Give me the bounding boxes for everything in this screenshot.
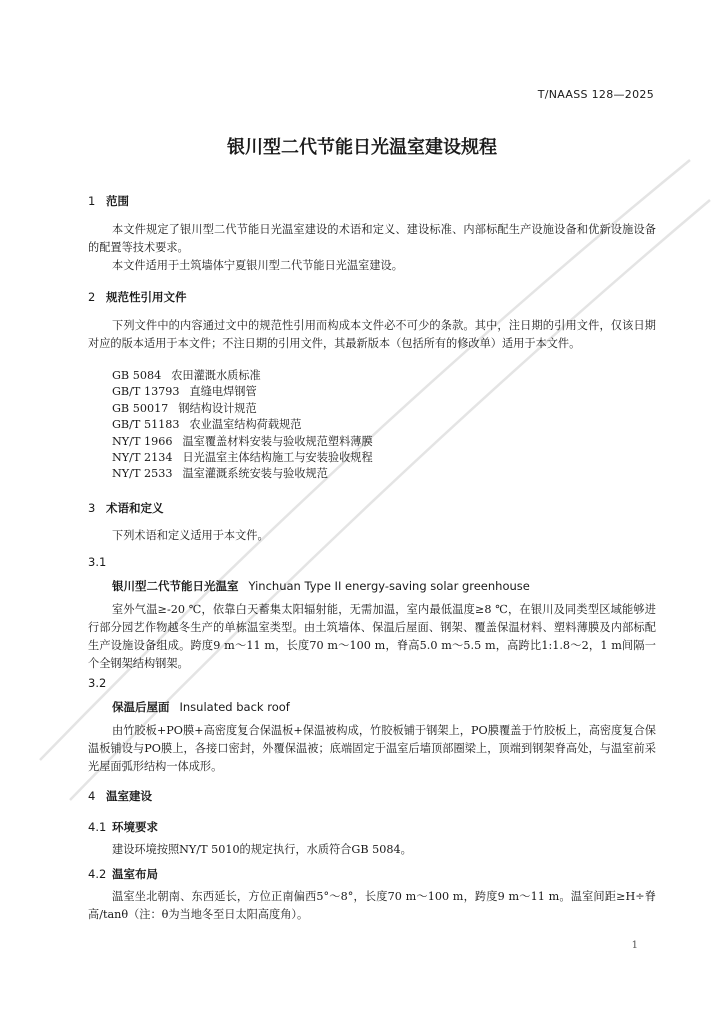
reference-item: NY/T 1966 温室覆盖材料安装与验收规范塑料薄膜 <box>112 434 373 448</box>
subsection-heading-environment <box>88 819 158 835</box>
section-number: 1 <box>88 194 96 208</box>
reference-item: GB 5084 农田灌溉水质标准 <box>112 369 261 382</box>
subsection-heading-layout <box>88 866 158 882</box>
term-zh: 银川型二代节能日光温室 <box>112 579 239 593</box>
term-title <box>112 699 290 715</box>
paragraph: 下列术语和定义适用于本文件。 <box>112 529 269 542</box>
subsection-title: 环境要求 <box>112 820 158 834</box>
subsection-number: 4.2 <box>88 867 107 881</box>
section-number: 4 <box>88 789 96 803</box>
term-definition: 由竹胶板+PO膜+高密度复合保温板+保温被构成，竹胶板铺于钢架上，PO膜覆盖于竹胶板上，高密度复合保温板铺设与PO膜上，各接口密封，外覆保温被；底端固定于温室后墙顶部圈梁上，顶端到钢架脊高处，与温室前采光屋面弧形结构一体成形。 <box>88 724 656 773</box>
paragraph: 建设环境按照NY/T 5010的规定执行，水质符合GB 5084。 <box>112 843 412 856</box>
section-title: 规范性引用文件 <box>106 290 187 304</box>
term-en: Insulated back roof <box>179 700 290 714</box>
section-heading-construction <box>88 788 152 804</box>
reference-item: GB/T 51183 农业温室结构荷载规范 <box>112 418 302 432</box>
subsection-title: 温室布局 <box>112 867 158 881</box>
paragraph: 下列文件中的内容通过文中的规范性引用而构成本文件必不可少的条款。其中，注日期的引用文件，仅该日期对应的版本适用于本文件；不注日期的引用文件，其最新版本（包括所有的修改单）适用于本文件。 <box>88 319 656 350</box>
reference-item: NY/T 2134 日光温室主体结构施工与安装验收规程 <box>112 451 373 465</box>
paragraph: 本文件适用于土筑墙体宁夏银川型二代节能日光温室建设。 <box>112 259 403 272</box>
section-title: 术语和定义 <box>106 501 164 515</box>
reference-item: GB 50017 钢结构设计规范 <box>112 401 257 415</box>
paragraph: 温室坐北朝南、东西延长，方位正南偏西5°～8°，长度70 m～100 m，跨度9 m～11 m。温室间距≥H÷脊高/tanθ（注：θ为当地冬至日太阳高度角）。 <box>88 890 656 921</box>
term-number: 3.1 <box>88 555 107 569</box>
paragraph: 本文件规定了银川型二代节能日光温室建设的术语和定义、建设标准、内部标配生产设施设备和优新设施设备的配置等技术要求。 <box>88 223 656 254</box>
section-number: 3 <box>88 501 96 515</box>
term-number: 3.2 <box>88 676 107 690</box>
section-title: 范围 <box>106 194 129 208</box>
term-en: Yinchuan Type II energy-saving solar greenhouse <box>248 579 530 593</box>
term-title <box>112 578 530 594</box>
standard-code: T/NAASS 128—2025 <box>537 88 654 101</box>
section-heading-normative-references <box>88 289 187 305</box>
section-title: 温室建设 <box>106 789 152 803</box>
reference-item: NY/T 2533 温室灌溉系统安装与验收规范 <box>112 467 328 481</box>
reference-list <box>112 368 373 483</box>
term-zh: 保温后屋面 <box>112 700 170 714</box>
reference-item: GB/T 13793 直缝电焊钢管 <box>112 385 257 399</box>
page-number: 1 <box>631 940 638 951</box>
section-heading-scope <box>88 193 129 209</box>
document-title: 银川型二代节能日光温室建设规程 <box>227 137 497 158</box>
section-number: 2 <box>88 290 96 304</box>
term-definition: 室外气温≥-20 ℃，依靠白天蓄集太阳辐射能，无需加温，室内最低温度≥8 ℃，在银川及同类型区域能够进行部分园艺作物越冬生产的单栋温室类型。由土筑墙体、保温后屋面、钢架、覆盖保温材料、塑料薄膜及内部标配生产设施设备组成。跨度9 m～11 m，长度70 m～100 m，脊高5.0 m～5.5 m，高跨比1:1.8～2，1 m间隔一个全钢架结构钢架。 <box>88 603 656 670</box>
section-heading-terms <box>88 500 164 516</box>
subsection-number: 4.1 <box>88 820 107 834</box>
